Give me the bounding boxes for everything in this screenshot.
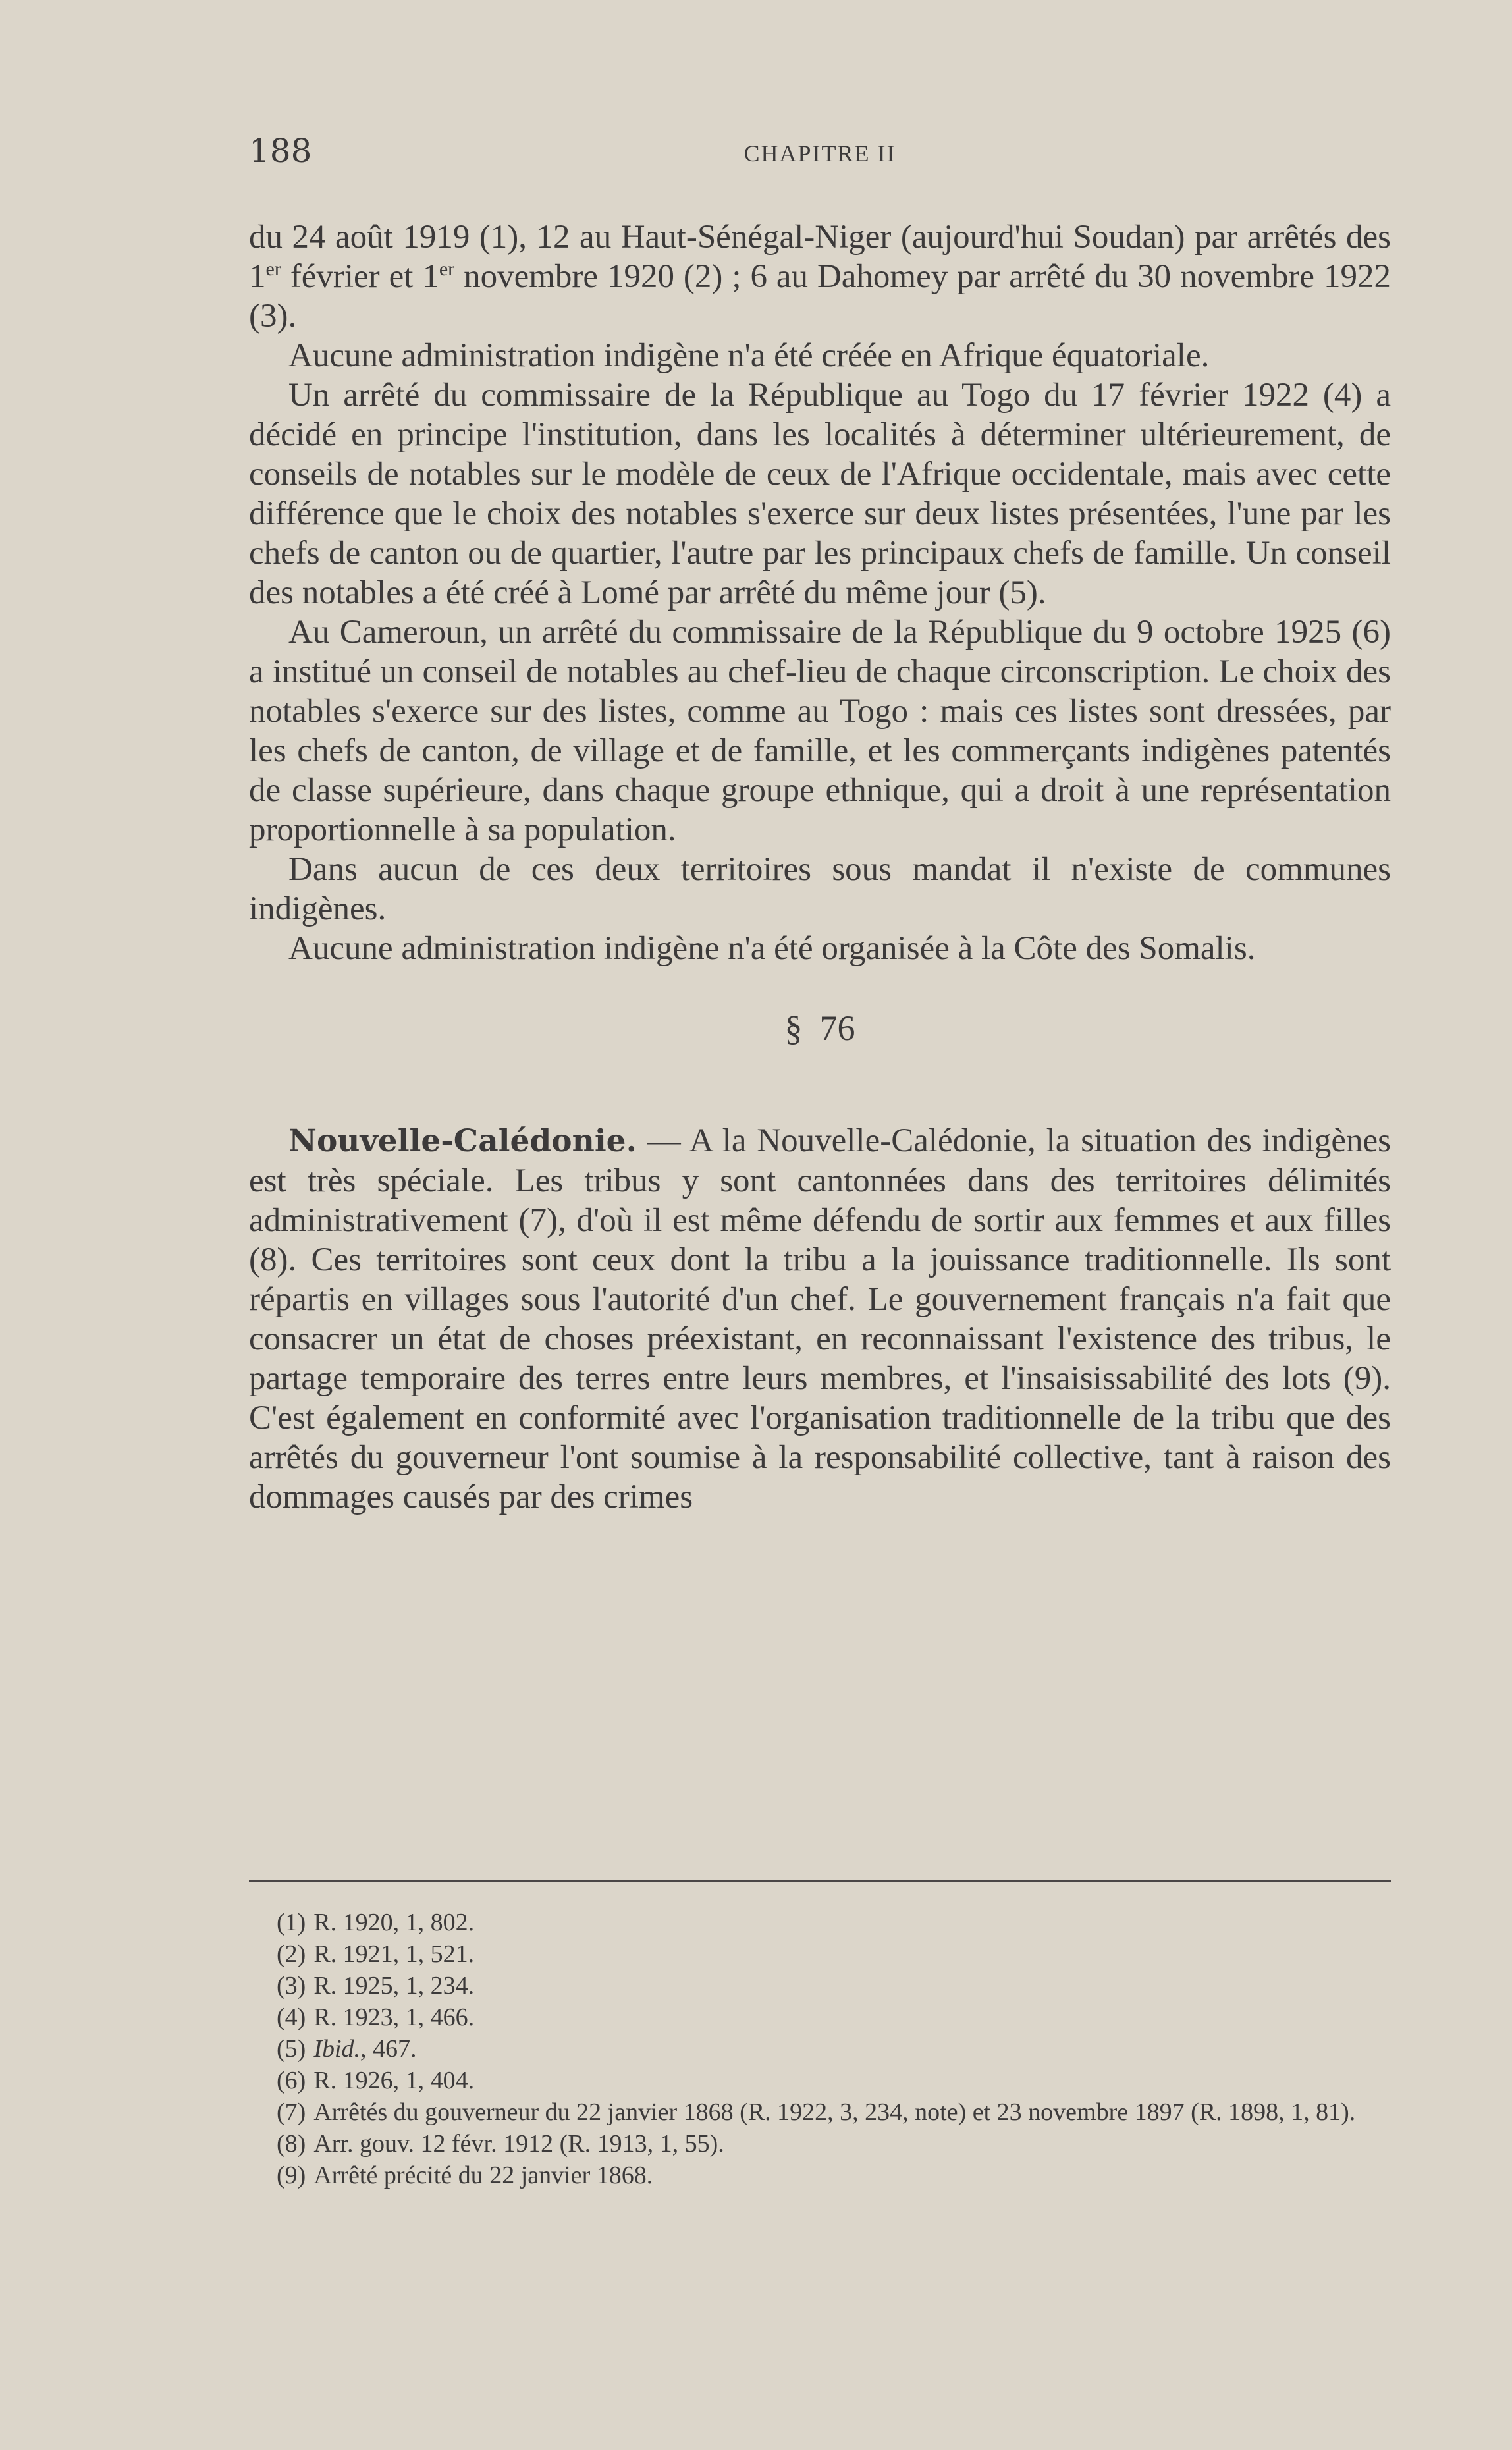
footnote-2: (2) R. 1921, 1, 521. [277, 1940, 475, 1968]
footnote-4: (4) R. 1923, 1, 466. [277, 2003, 475, 2031]
footnote-8: (8) Arr. gouv. 12 févr. 1912 (R. 1913, 1, 55). [277, 2130, 724, 2158]
footnotes [249, 1907, 1391, 2191]
body-text [249, 217, 1391, 1517]
paragraph-1: du 24 août 1919 (1), 12 au Haut-Sénégal-Niger (aujourd'hui Soudan) par arrêtés des 1er février et 1er novembre 1920 (2) ; 6 au Dahomey par arrêté du 30 novembre 1922 (3). [249, 219, 1391, 335]
page-number: 188 [249, 132, 312, 170]
footnote-rule [249, 1880, 1391, 1882]
footnote-3: (3) R. 1925, 1, 234. [277, 1972, 475, 2000]
paragraph-2: Aucune administration indigène n'a été créée en Afrique équatoriale. [288, 337, 1210, 374]
section-number: 76 [819, 1008, 855, 1048]
section-lead: Nouvelle-Calédonie. [288, 1123, 637, 1159]
footnote-1: (1) R. 1920, 1, 802. [277, 1909, 475, 1936]
footnote-5: (5) Ibid., 467. [277, 2035, 417, 2063]
section-heading [249, 1008, 1391, 1048]
paragraph-4: Au Cameroun, un arrêté du commissaire de la République du 9 octobre 1925 (6) a institué un conseil de notables au chef-lieu de chaque circonscription. Le choix des notables s'exerce sur des listes, comme au Togo : mais ces listes sont dressées, par les chefs de canton, de village et de famille, et les commerçants indigènes patentés de classe supérieure, dans chaque groupe ethnique, qui a droit à une représentation proportionnelle à sa population. [249, 614, 1391, 848]
footnote-7: (7) Arrêtés du gouverneur du 22 janvier 1868 (R. 1922, 3, 234, note) et 23 novembre 1897 (R. 1898, 1, 81). [277, 2098, 1356, 2126]
page-header [249, 132, 1391, 178]
section-paragraph: Nouvelle-Calédonie. — A la Nouvelle-Calédonie, la situation des indigènes est très spéciale. Les tribus y sont cantonnées dans des territoires délimités administrativement (7), d'où il est même défendu de sortir aux femmes et aux filles (8). Ces territoires sont ceux dont la tribu a la jouissance traditionnelle. Ils sont répartis en villages sous l'autorité d'un chef. Le gouvernement français n'a fait que consacrer un état de choses préexistant, en reconnaissant l'existence des tribus, le partage temporaire des terres entre leurs membres, et l'insaisissabilité des lots (9). C'est également en conformité avec l'organisation traditionnelle de la tribu que des arrêtés du gouverneur l'ont soumise à la responsabilité collective, tant à raison des dommages causés par des crimes [249, 1122, 1391, 1515]
paragraph-6: Aucune administration indigène n'a été organisée à la Côte des Somalis. [288, 930, 1256, 967]
paragraph-3: Un arrêté du commissaire de la République au Togo du 17 février 1922 (4) a décidé en principe l'institution, dans les localités à déterminer ultérieurement, de conseils de notables sur le modèle de ceux de l'Afrique occidentale, mais avec cette différence que le choix des notables s'exerce sur deux listes présentées, l'une par les chefs de canton ou de quartier, l'autre par les principaux chefs de famille. Un conseil des notables a été créé à Lomé par arrêté du même jour (5). [249, 377, 1391, 611]
section-sign: § [784, 1008, 803, 1048]
chapter-title: CHAPITRE II [743, 140, 896, 167]
paragraph-5: Dans aucun de ces deux territoires sous mandat il n'existe de communes indigènes. [249, 851, 1391, 927]
footnote-9: (9) Arrêté précité du 22 janvier 1868. [277, 2162, 653, 2189]
footnote-6: (6) R. 1926, 1, 404. [277, 2067, 475, 2094]
